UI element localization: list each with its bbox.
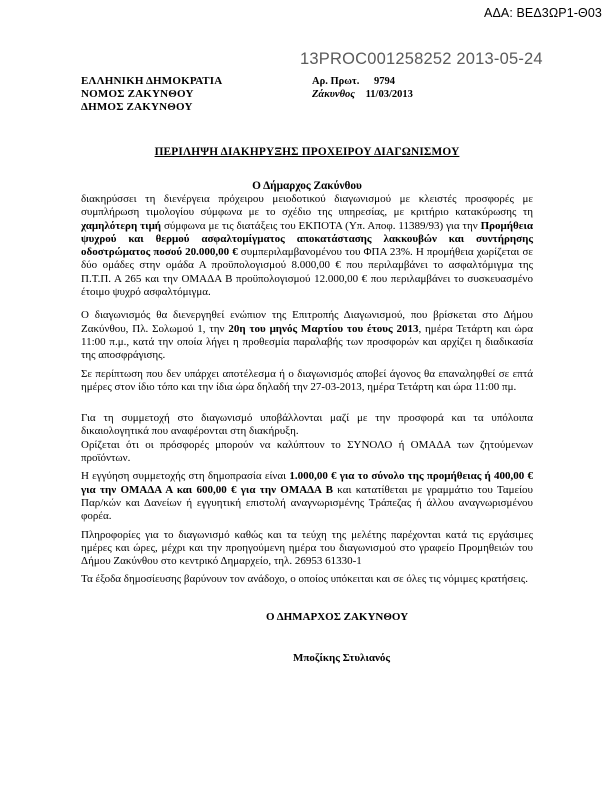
document-title: ΠΕΡΙΛΗΨΗ ΔΙΑΚΗΡΥΞΗΣ ΠΡΟΧΕΙΡΟΥ ΔΙΑΓΩΝΙΣΜΟΥ (154, 146, 460, 158)
signature-title: Ο ΔΗΜΑΡΧΟΣ ΖΑΚΥΝΘΟΥ (266, 610, 409, 623)
signature-block (81, 611, 533, 665)
paragraph-announcement (81, 193, 533, 299)
text: Ορίζεται ότι οι πρόσφορές μπορούν να καλύπτουν το ΣΥΝΟΛΟ ή ΟΜΑΔΑ των ζητούμενων προϊόντων. (81, 438, 533, 465)
paragraph-guarantee (81, 470, 533, 523)
text: Σε περίπτωση που δεν υπάρχει αποτέλεσμα ή ο διαγωνισμός αποβεί άγονος θα επαναληφθεί σε επτά ημέρες στον ίδιο τόπο και την ίδια ώρα δηλαδή την 27-03-2013, ημέρα Τετάρτη και ώρα 11:00 πμ. (81, 367, 533, 393)
issuer-line-municipality: ΔΗΜΟΣ ΖΑΚΥΝΘΟΥ (81, 101, 193, 113)
criterion-emphasis: χαμηλότερη τιμή (81, 219, 162, 232)
guarantee-amounts: 1.000,00 € για το σύνολο της προμήθειας ή 400,00 € για την ΟΜΑΔΑ Α και 600,00 € για την ΟΜΑΔΑ Β (81, 470, 533, 496)
text: Για τη συμμετοχή στο διαγωνισμό υποβάλλονται μαζί με την προσφορά και τα υπόλοιπα δικαιολογητικά που αναφέρονται στη διακήρυξη. (81, 412, 533, 438)
text: Τα έξοδα δημοσίευσης βαρύνουν τον ανάδοχο, ο οποίος υπόκειται και σε όλες τις νόμιμες κρατήσεις. (81, 573, 528, 586)
paragraph-tender-date (81, 309, 533, 362)
supply-subject: Προμήθεια ψυχρού και θερμού ασφαλτομίγματος αποκατάστασης λακκουβών και συντήρησης οδοστρώματος ποσού 20.000,00 € (81, 219, 533, 259)
paragraph-information (81, 529, 533, 569)
document-date: 11/03/2013 (365, 89, 413, 100)
protocol-label: Αρ. Πρωτ. (312, 76, 360, 87)
paragraph-publication-costs (81, 573, 533, 586)
text: Η εγγύηση συμμετοχής στη δημοπρασία είναι (81, 470, 290, 483)
paragraph-repeat-tender (81, 368, 533, 395)
tender-date-emphasis: 20η του μηνός Μαρτίου του έτους 2013 (228, 322, 419, 335)
protocol-header (312, 75, 413, 101)
place: Ζάκυνθος (312, 89, 355, 100)
text: διακηρύσσει τη διενέργεια πρόχειρου μειοδοτικού διαγωνισμού με κλειστές προσφορές με συμπλήρωση τιμολογίου σύμφωνα με το σχέδιο της υπηρεσίας, με κριτήριο κατακύρωσης τη (81, 193, 533, 219)
text: Ο διαγωνισμός θα διενεργηθεί ενώπιον της Επιτροπής Διαγωνισμού, που βρίσκεται στο Δήμου Ζακύνθου, Πλ. Σολωμού 1, την (81, 309, 533, 335)
text: σύμφωνα με τις διατάξεις του ΕΚΠΟΤΑ (Υπ. Αποφ. 11389/93) για την (161, 219, 481, 232)
ada-label: ΑΔΑ: ΒΕΔ3ΩΡ1-Θ03 (484, 6, 602, 20)
text: και κατατίθεται με γραμμάτιο του Ταμείου Παρ/κών και Δανείων ή εγγυητική επιστολή αναγνωρισμένης Τράπεζας ή άλλου αναγνωρισμένου φορέα. (81, 483, 534, 523)
signature-name: Μποζίκης Στυλιανός (293, 651, 391, 664)
text: συμπεριλαμβανομένου του ΦΠΑ 23%. Η προμήθεια χωρίζεται σε δύο ομάδες στην ομάδα Α προϋπολογισμού 8.000,00 € που περιλαμβάνει το ασφαλτόμιγμα της Π.Τ.Π. Α 265 και την ΟΜΑΔΑ Β προϋπολογισμού 12.000,00 € που περιλαμβάνει το συσκευασμένο έτοιμο ψυχρό ασφαλτόμιγμα. (81, 246, 534, 299)
registry-stamp: 13PROC001258252 2013-05-24 (300, 50, 543, 68)
issuer-header (81, 75, 222, 114)
text: , ημέρα Τετάρτη και ώρα 11:00 π.μ., κατά την οποία λήγει η προθεσμία παραλαβής των προσφορών και αρχίζει η διαδικασία της αποσφράγισης. (81, 322, 533, 362)
issuer-line-prefecture: ΝΟΜΟΣ ΖΑΚΥΝΘΟΥ (81, 88, 194, 100)
protocol-number: 9794 (374, 76, 396, 87)
document-body (81, 145, 533, 665)
text: Πληροφορίες για το διαγωνισμό καθώς και τα τεύχη της μελέτης παρέχονται κατά τις εργάσιμες ημέρες και ώρες, μέχρι και την προηγούμενη ημέρα του διαγωνισμού στο γραφείο Προμηθειών του Δήμου Ζακύνθου στο κεντρικό Δημαρχείο, τηλ. 26953 61330-1 (81, 528, 533, 568)
paragraph-participation (81, 412, 533, 465)
mayor-heading: Ο Δήμαρχος Ζακύνθου (252, 180, 362, 192)
issuer-line-republic: ΕΛΛΗΝΙΚΗ ΔΗΜΟΚΡΑΤΙΑ (81, 75, 223, 87)
